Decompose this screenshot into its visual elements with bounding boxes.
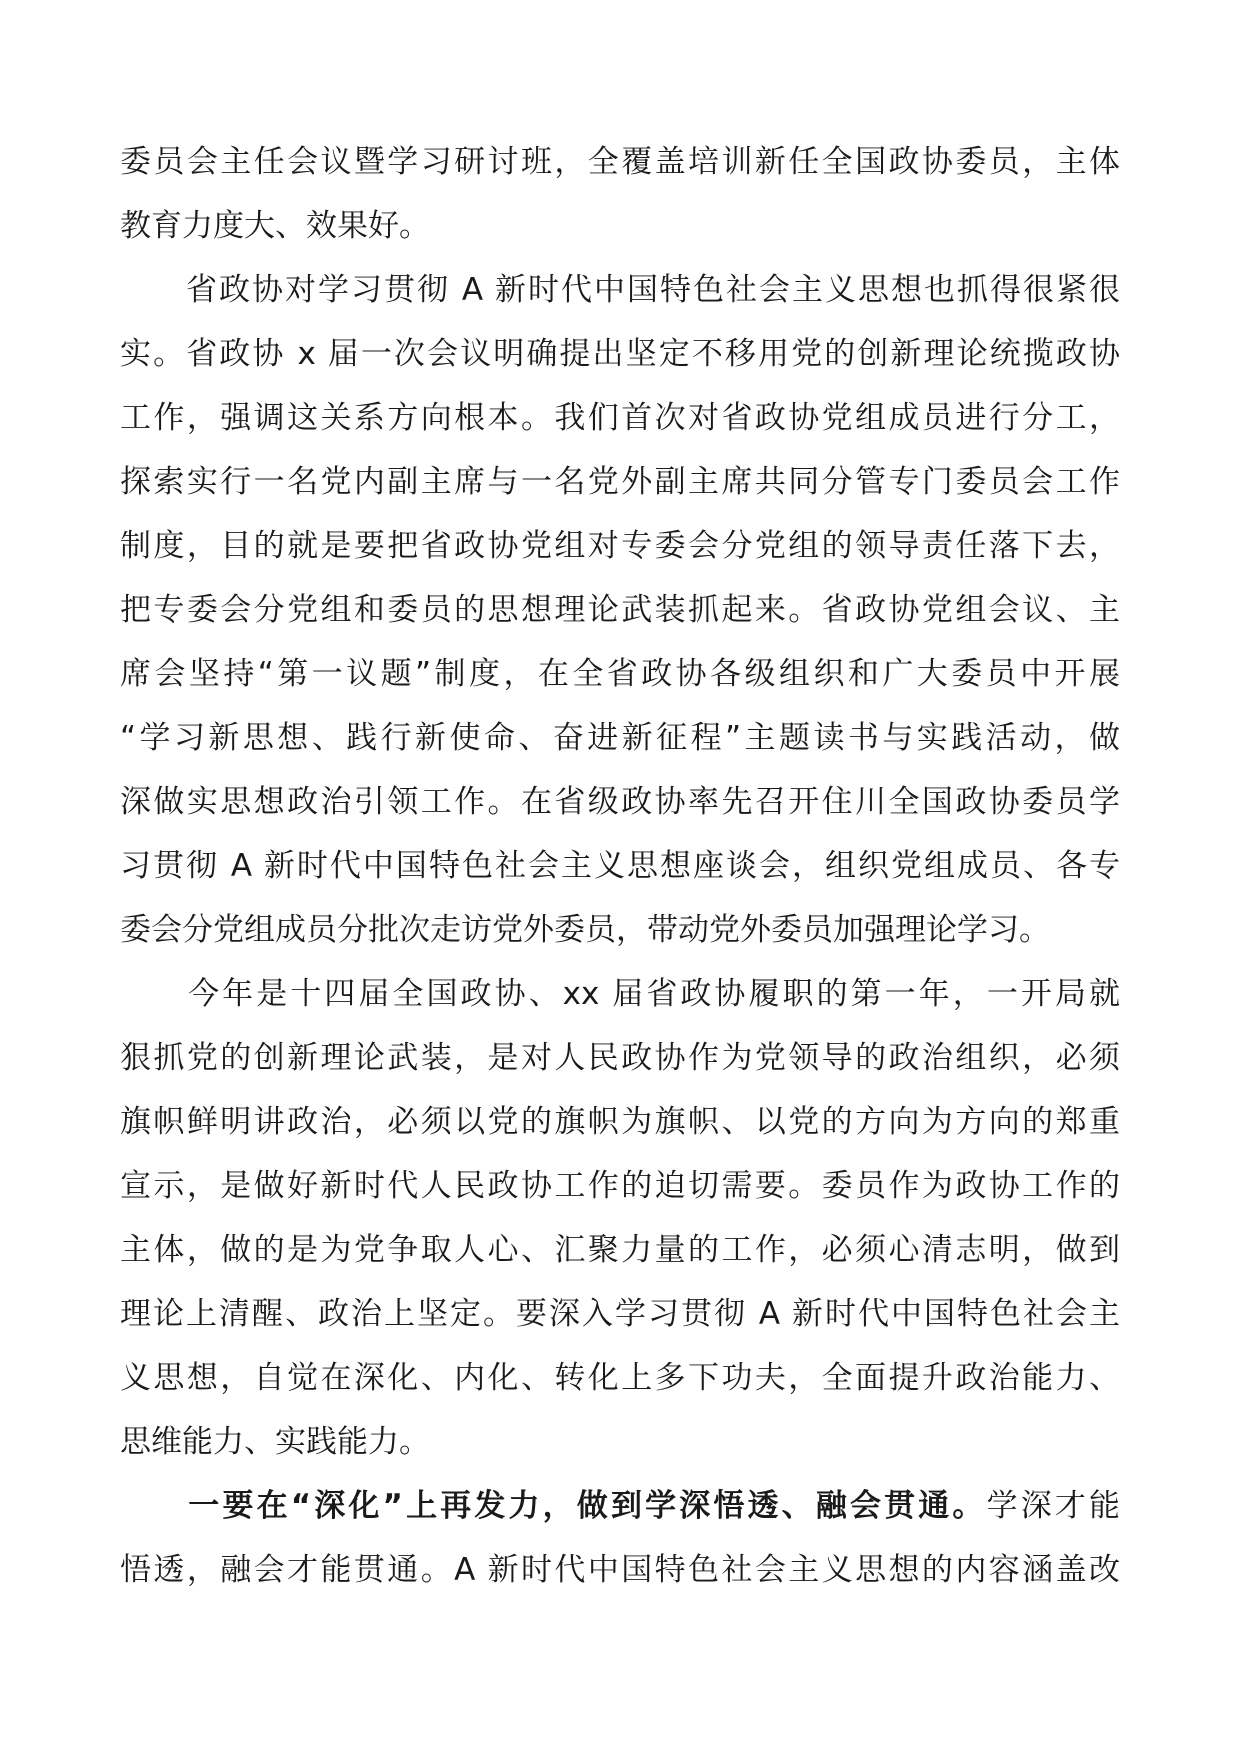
paragraph [120,1474,1120,1602]
text-line: 狠抓党的创新理论武装，是对人民政协作为党领导的政治组织，必须 [120,1040,1120,1076]
text-line: 深做实思想政治引领工作。在省级政协率先召开住川全国政协委员学 [120,784,1120,820]
text-line: 实。省政协 x 届一次会议明确提出坚定不移用党的创新理论统揽政协 [120,336,1120,372]
text-line: 主体，做的是为党争取人心、汇聚力量的工作，必须心清志明，做到 [120,1232,1120,1268]
text-line [120,1474,1120,1538]
text-line: 制度，目的就是要把省政协党组对专委会分党组的领导责任落下去， [120,528,1120,564]
paragraph [120,258,1120,962]
text-line: 义思想，自觉在深化、内化、转化上多下功夫，全面提升政治能力、 [120,1360,1120,1396]
text-line: 省政协对学习贯彻 A 新时代中国特色社会主义思想也抓得很紧很 [120,272,1120,308]
text-line: 旗帜鲜明讲政治，必须以党的旗帜为旗帜、以党的方向为方向的郑重 [120,1104,1120,1140]
text-line: 席会坚持“第一议题”制度，在全省政协各级组织和广大委员中开展 [120,656,1120,692]
text-line: 探索实行一名党内副主席与一名党外副主席共同分管专门委员会工作 [120,464,1120,500]
text-line: 悟透，融会才能贯通。A 新时代中国特色社会主义思想的内容涵盖改 [120,1552,1120,1588]
text-run: 学深才能 [986,1488,1121,1524]
text-line: 理论上清醒、政治上坚定。要深入学习贯彻 A 新时代中国特色社会主 [120,1296,1120,1332]
text-line: 委会分党组成员分批次走访党外委员，带动党外委员加强理论学习。 [120,912,1050,948]
text-line: 委员会主任会议暨学习研讨班，全覆盖培训新任全国政协委员，主体 [120,144,1120,180]
text-line: 宣示，是做好新时代人民政协工作的迫切需要。委员作为政协工作的 [120,1168,1120,1204]
text-line: 习贯彻 A 新时代中国特色社会主义思想座谈会，组织党组成员、各专 [120,848,1120,884]
document-body [120,130,1120,1602]
bold-heading-text: 一要在“深化”上再发力，做到学深悟透、融会贯通。 [120,1488,987,1524]
text-line: 思维能力、实践能力。 [120,1424,430,1460]
paragraph [120,130,1120,258]
paragraph [120,962,1120,1474]
text-line: 工作，强调这关系方向根本。我们首次对省政协党组成员进行分工， [120,400,1120,436]
text-line: “学习新思想、践行新使命、奋进新征程”主题读书与实践活动，做 [120,720,1120,756]
text-line: 把专委会分党组和委员的思想理论武装抓起来。省政协党组会议、主 [120,592,1120,628]
text-line: 教育力度大、效果好。 [120,208,430,244]
text-line: 今年是十四届全国政协、xx 届省政协履职的第一年，一开局就 [120,976,1120,1012]
